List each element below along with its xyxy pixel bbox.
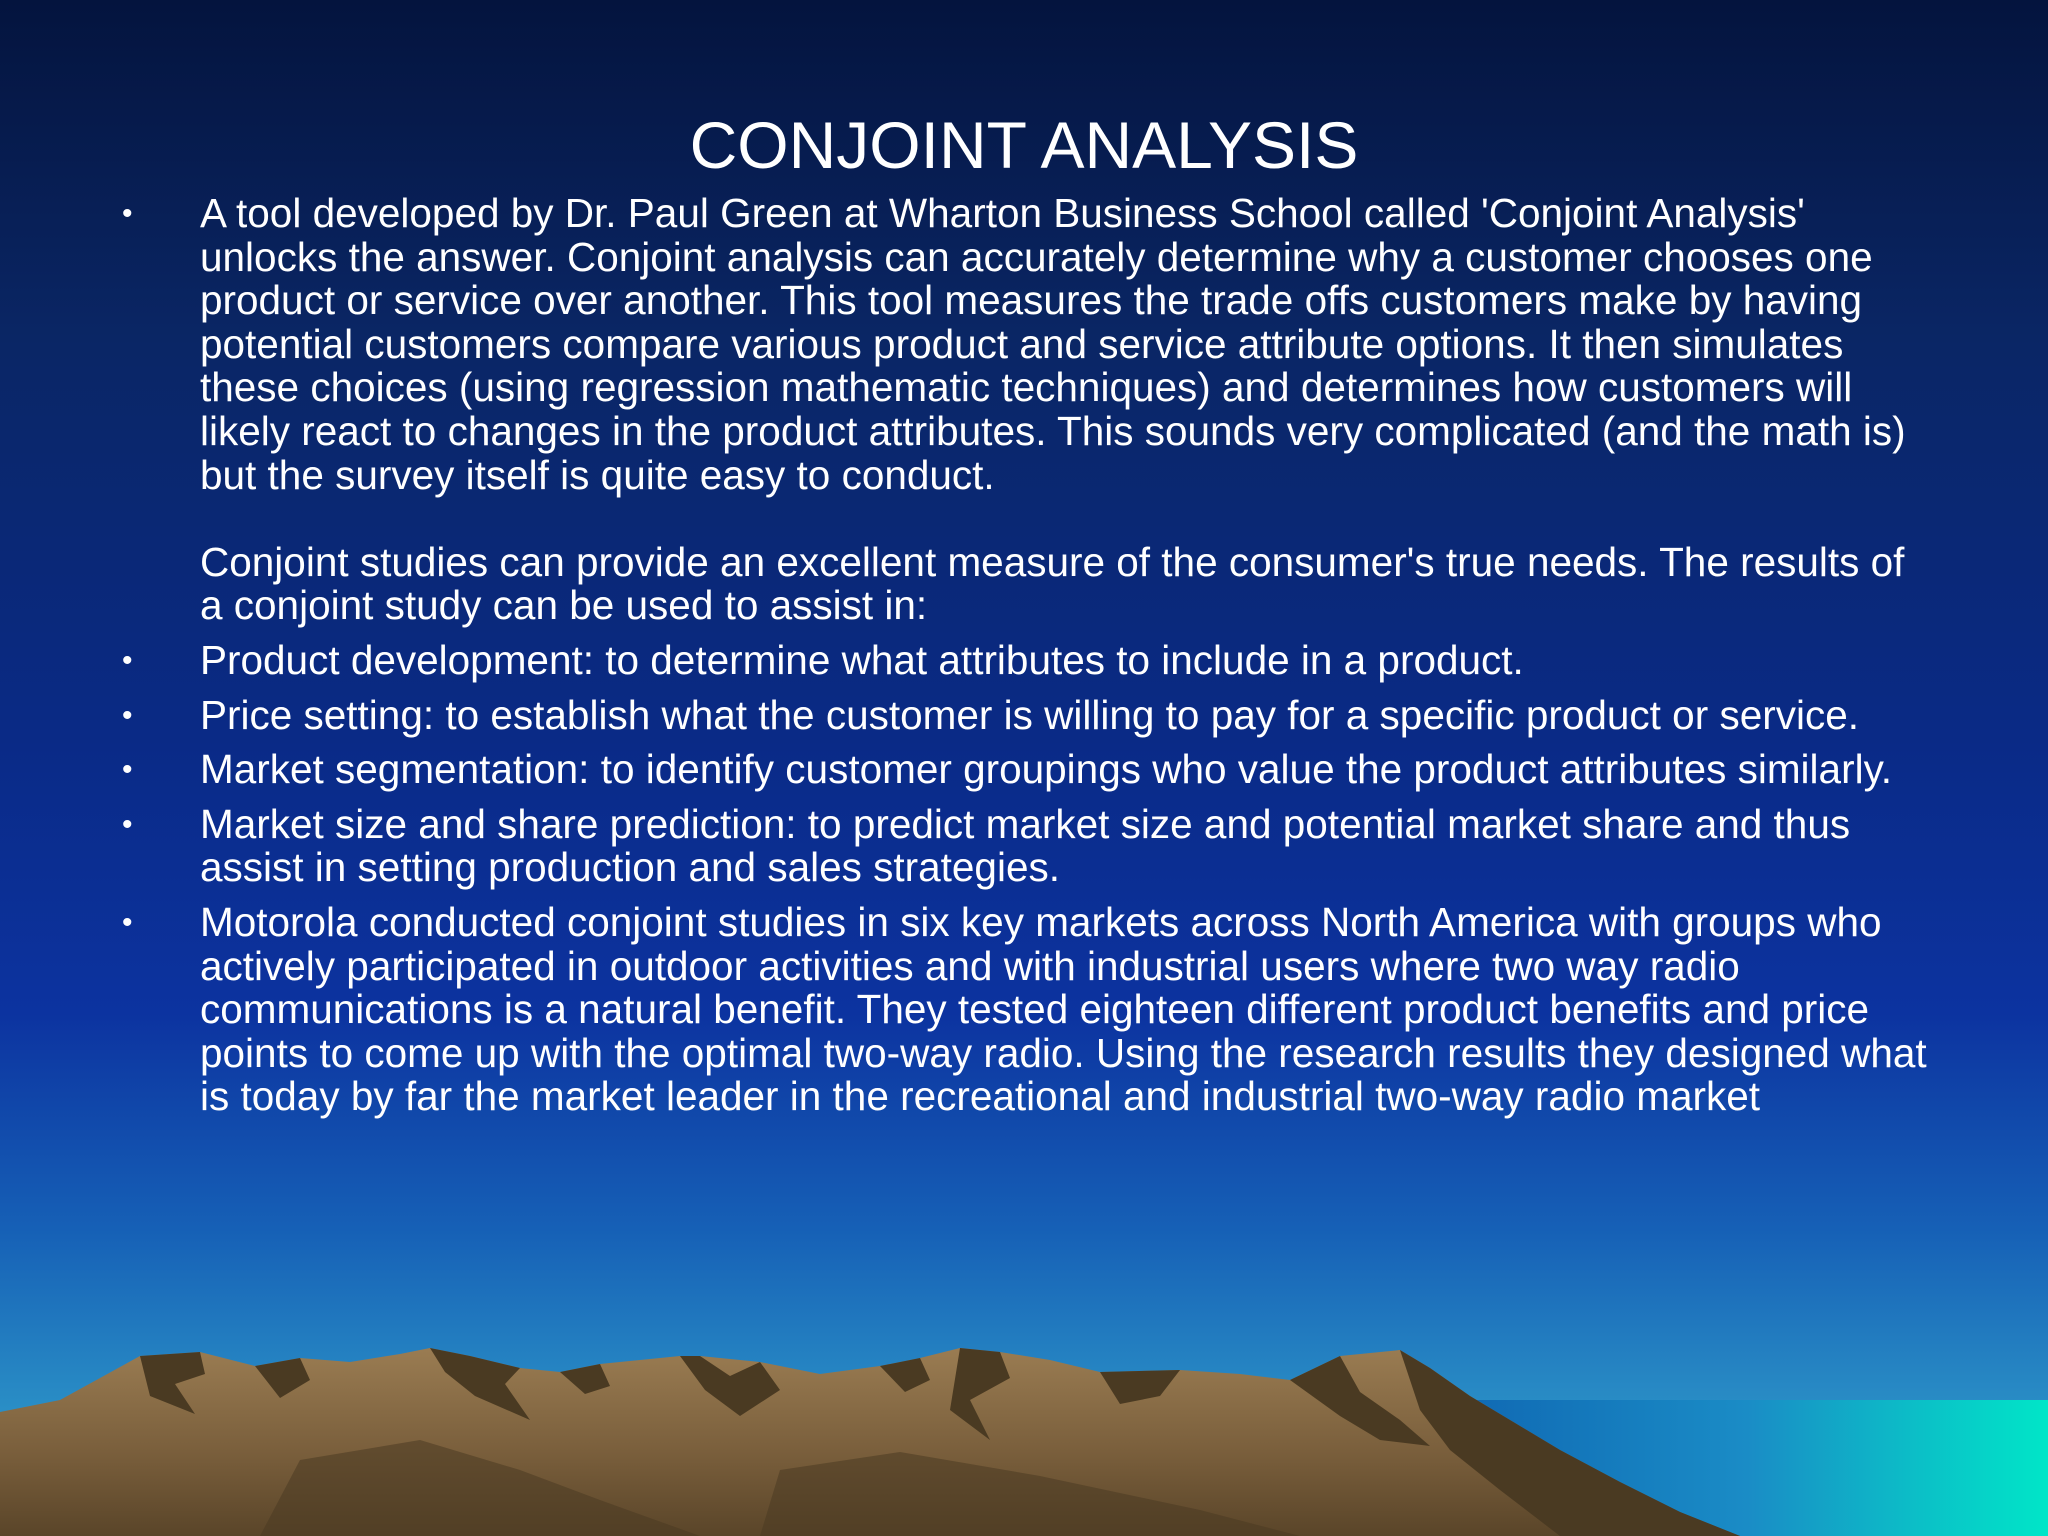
bullet-text: Conjoint studies can provide an excellent measure of the consumer's true needs. The results of a conjoint study can be used to assist in:	[200, 538, 1905, 629]
bullet-text: Price setting: to establish what the customer is willing to pay for a specific product or service.	[200, 691, 1859, 738]
bullet-icon: •	[122, 643, 133, 677]
bullet-item	[118, 192, 1938, 628]
bullet-item	[118, 800, 1938, 891]
bullet-icon: •	[122, 698, 133, 732]
bullet-item	[118, 636, 1938, 683]
bullet-item	[118, 898, 1938, 1120]
bullet-icon: •	[122, 197, 133, 230]
bullet-text: A tool developed by Dr. Paul Green at Wharton Business School called 'Conjoint Analysis' unlocks the answer. Conjoint analysis can accurately determine why a customer chooses one product or service over another. This tool measures the trade offs customers make by having potential customers compare various product and service attribute options. It then simulates these choices (using regression mathematic techniques) and determines how customers will likely react to changes in the product attributes. This sounds very complicated (and the math is) but the survey itself is quite easy to conduct.	[200, 190, 1906, 498]
bullet-text: Market size and share prediction: to predict market size and potential market share and thus assist in setting production and sales strategies.	[200, 800, 1851, 891]
bullet-item	[118, 748, 1938, 792]
bullet-icon: •	[122, 905, 133, 939]
slide-title: CONJOINT ANALYSIS	[689, 108, 1359, 182]
bullet-text: Market segmentation: to identify customer groupings who value the product attributes similarly.	[200, 746, 1893, 793]
bullet-text: Product development: to determine what attributes to include in a product.	[200, 636, 1524, 683]
bullet-icon: •	[122, 753, 133, 787]
bullet-item	[118, 691, 1938, 738]
bullet-list	[118, 192, 1938, 1119]
bullet-text: Motorola conducted conjoint studies in six key markets across North America with groups who actively participated in outdoor activities and with industrial users where two way radio communications is a natural benefit. They tested eighteen different product benefits and price points to come up with the optimal two-way radio. Using the research results they designed what is today by far the market leader in the recreational and industrial two-way radio market	[200, 898, 1927, 1120]
bullet-icon: •	[122, 807, 133, 841]
